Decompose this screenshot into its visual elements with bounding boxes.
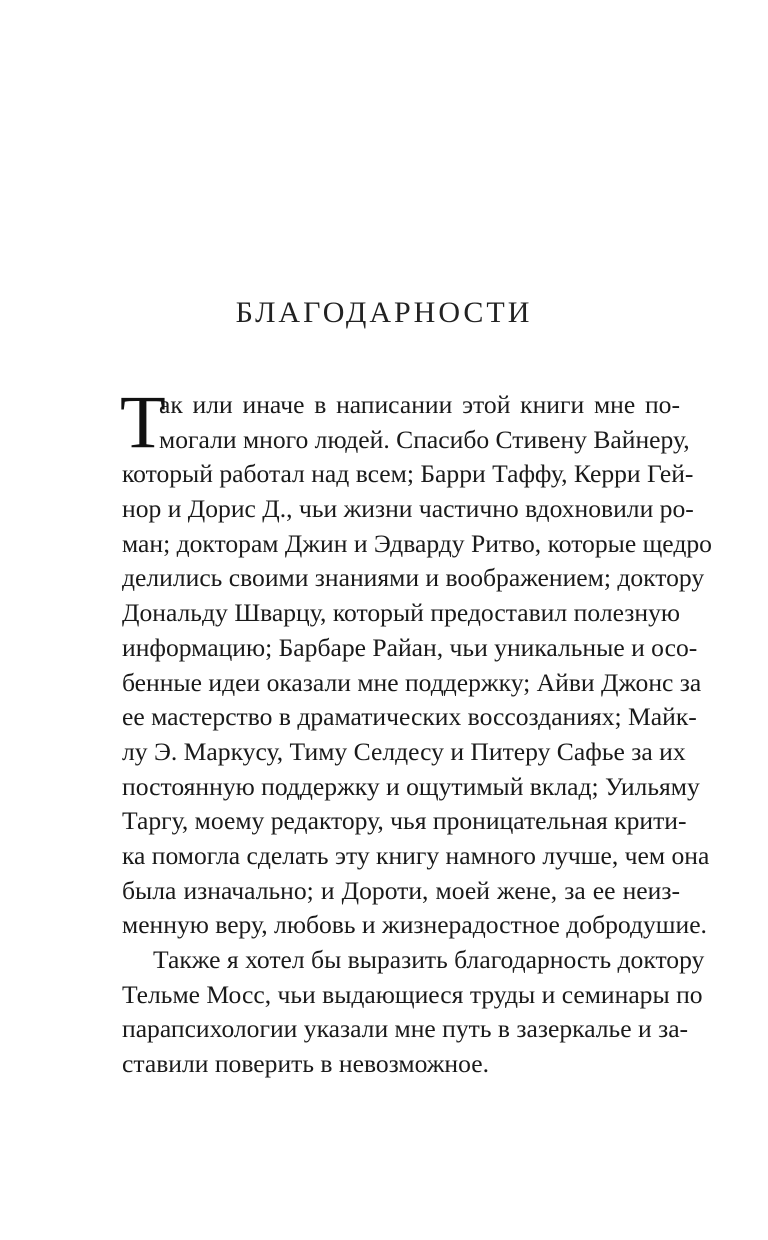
text-line: постоянную поддержку и ощутимый вклад; Уильяму	[122, 771, 700, 801]
paragraph-1	[120, 381, 712, 943]
text-line: лу Э. Маркусу, Тиму Селдесу и Питеру Сафье за их	[122, 736, 686, 766]
chapter-title: БЛАГОДАРНОСТИ	[235, 296, 533, 329]
text-line: который работал над всем; Барри Таффу, Керри Гей-	[122, 459, 694, 489]
text-line: ее мастерство в драматических воссозданиях; Майк-	[122, 702, 697, 732]
text-line: нор и Дорис Д., чьи жизни частично вдохновили ро-	[122, 494, 694, 524]
text-line: могали много людей. Спасибо Стивену Вайнеру,	[159, 424, 690, 454]
text-line: Таргу, моему редактору, чья проницательная крити-	[122, 806, 687, 836]
text-line: парапсихологии указали мне путь в зазеркалье и за-	[122, 1014, 689, 1044]
paragraph-2	[122, 943, 705, 1082]
text-line: Тельме Мосс, чьи выдающиеся труды и семинары по	[122, 979, 703, 1009]
text-line: была изначально; и Дороти, моей жене, за ее неиз-	[122, 875, 680, 905]
text-line: ман; докторам Джин и Эдварду Ритво, которые щедро	[122, 528, 712, 558]
text-line: ка помогла сделать эту книгу намного лучше, чем она	[122, 840, 710, 870]
text-line: информацию; Барбаре Райан, чьи уникальные и осо-	[122, 632, 698, 662]
body-text	[120, 381, 712, 1082]
text-line: бенные идеи оказали мне поддержку; Айви Джонс за	[122, 667, 702, 697]
text-line: делились своими знаниями и воображением; доктору	[122, 563, 705, 593]
drop-cap: Т	[120, 381, 166, 464]
text-line: ак или иначе в написании этой книги мне по-	[159, 390, 680, 419]
text-line: ставили поверить в невозможное.	[122, 1049, 489, 1079]
text-line: менную веру, любовь и жизнерадостное добродушие.	[122, 910, 707, 940]
text-line: Дональду Шварцу, который предоставил полезную	[122, 598, 680, 628]
text-line: Также я хотел бы выразить благодарность доктору	[153, 945, 705, 974]
